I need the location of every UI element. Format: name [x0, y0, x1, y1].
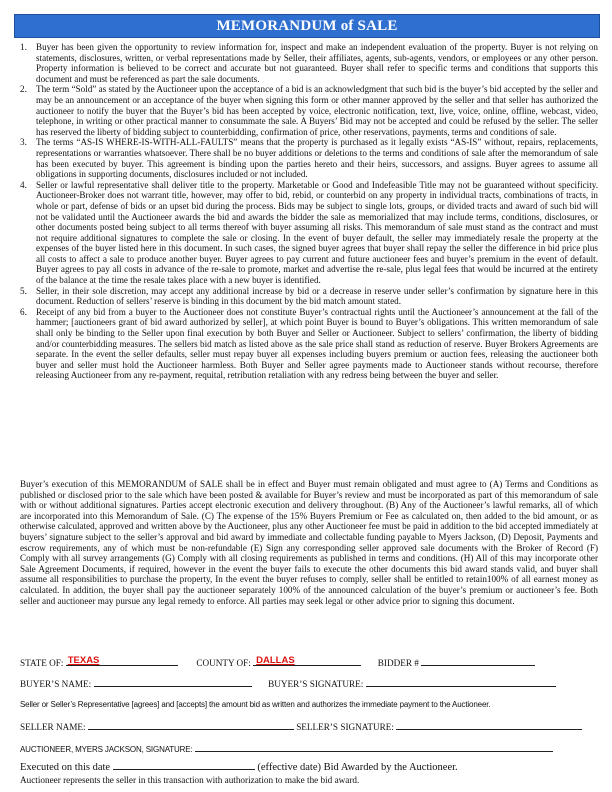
term-number: 3.	[20, 137, 27, 148]
executed-prefix: Executed on this date	[20, 762, 111, 773]
term-number: 4.	[20, 179, 27, 190]
term-item-3	[14, 137, 598, 179]
term-text: Receipt of any bid from a buyer to the Auctioneer does not constitute Buyer’s contractual rights until the Auctioneer’s announcement at the fall of the hammer; [auctioneers grant of bid award authorized by seller], at which point Buyer is bound to Buyer’s obligations. This written memorandum of sale shall only be binding to the Seller upon final execution by both Buyer and Seller or Auctioneer. Subject to sellers’ confirmation, the liberty of bidding and/or counterbidding measures. The sellers bid match as listed above as the sale price shall stand as reduction of reserve. Buyer Brokers Agreements are separate. In the event the seller defaults, seller must repay buyer all expenses including buyers premium or auction fees, releasing the auctioneer both buyer and seller must hold the Auctioneer harmless. Both Buyer and Seller agree payments made to Auctioneer stands without recourse, therefore releasing Auctioneer from any re-payment, requital, retribution retaliation with any redress being between the buyer and seller.	[36, 306, 598, 381]
term-text: The terms “AS-IS WHERE-IS-WITH-ALL-FAULTS” means that the property is purchased as it legally exists “AS-IS” without, repairs, replacements, representations or warranties whatsoever. There shall be no buyer additions or deletions to the terms and conditions of sale after the memorandum of sale has been executed by buyer. This agreement is binding upon the parties hereto and their heirs, successors, and assigns. Buyer agrees to assume all obligations in supporting documents, disclosures included or not included.	[36, 137, 598, 180]
buyer-name-label: BUYER’S NAME:	[20, 679, 92, 689]
term-number: 6.	[20, 306, 27, 317]
auctioneer-signature-label: AUCTIONEER, MYERS JACKSON, SIGNATURE:	[20, 745, 193, 754]
term-number: 1.	[20, 42, 27, 52]
effective-date-field[interactable]	[113, 760, 255, 770]
county-value: DALLAS	[256, 655, 295, 666]
document-title: MEMORANDUM of SALE	[14, 14, 600, 38]
bidder-label: BIDDER #	[377, 658, 419, 668]
state-field[interactable]	[66, 656, 178, 666]
seller-signature-field[interactable]	[396, 720, 582, 730]
term-item-4	[14, 180, 598, 286]
term-text: Seller, in their sole discretion, may accept any additional increase by bid or a decrease in reserve under seller’s confirmation by signature here in this document. Reduction of sellers’ reserve is binding in this document by the bid match amount stated.	[36, 285, 598, 307]
term-text: Buyer has been given the opportunity to review information for, inspect and make an independent evaluation of the property. Buyer is not relying on statements, disclosures, written, or verbal representations made by Seller, their affiliates, agents, sub-agents, vendors, or employees or any other person. Property information is believed to be correct and accurate but not guaranteed. Buyer shall refer to specific terms and conditions that supports this document and must be referenced as part the sale documents.	[36, 42, 598, 84]
term-item-2	[14, 84, 598, 137]
seller-row	[20, 720, 582, 732]
term-text: The term “Sold” as stated by the Auctioneer upon the acceptance of a bid is an acknowledgment that such bid is the buyer’s bid accepted by the seller and may be an announcement or an acceptance of the buyer when signing this form or other manner approved by the seller and that seller has authorized the auctioneer to notify the buyer that the Buyer’s bid has been accepted by voice, electronic notification, text, live, voice, online, offline, webcast, video, telephone, in writing or other practical manner to consummate the sale. A Buyers’ Bid may not be accepted and could be refused by the seller. The seller has reserved the liberty of bidding subject to counterbidding, confirmation of price, other reservations, payments, terms and conditions of sale.	[36, 84, 598, 137]
buyer-row	[20, 677, 556, 689]
term-number: 5.	[20, 285, 27, 296]
seller-name-field[interactable]	[88, 720, 294, 730]
execution-paragraph: Buyer’s execution of this MEMORANDUM of SALE shall be in effect and Buyer must remain obligated and must agree to (A) Terms and Conditions as published or disclosed prior to the sale which have been posted & available for Buyer’s review and must be incorporated as part of this memorandum of sale with or without additional signatures. Parties accept electronic execution and delivery throughout. (B) Any of the Auctioneer’s lawful remarks, all of which are incorporated into this Memorandum of Sale. (C) The expense of the 15% Buyers Premium or Fee as calculated on, then added to the bid amount, or as otherwise calculated, approved and written above by the Auctioneer, plus any other Auctioneer fee must be paid in addition to the bid accepted immediately at buyers’ signature subject to the seller’s approval and bid award by immediate and collectable funding payable to Myers Jackson, (D) Deposit, Payments and escrow requirements, any of which must be non-refundable (E) Sign any corresponding seller approved sale documents with the Broker of Record (F) Comply with all survey arrangements (G) Comply with all closing requirements as published in terms and conditions. (H) All of this may incorporate other Sale Agreement Documents, if required, however in the event the buyer fails to execute the other documents this bid award stands valid, and buyer shall assume all responsibilities to purchase the property, In the event the buyer refuses to comply, seller shall be entitled to retain100% of all earnest money as calculated. In addition, the buyer shall pay the auctioneer separately 100% of the announced calculation of the buyer’s premium or auctioneer’s fee. Both seller and auctioneer may pursue any legal remedy to enforce. All parties may seek legal or other advice prior to signing this document.	[20, 479, 598, 606]
bidder-number-field[interactable]	[421, 656, 535, 666]
state-value: TEXAS	[67, 655, 100, 666]
executed-row	[20, 760, 458, 773]
auctioneer-signature-field[interactable]	[195, 742, 553, 752]
state-label: STATE OF:	[20, 658, 64, 668]
term-item-6	[14, 307, 598, 381]
term-item-5	[14, 286, 598, 307]
state-county-row	[20, 656, 535, 668]
executed-suffix: (effective date) Bid Awarded by the Auctioneer.	[257, 762, 458, 773]
terms-list	[14, 42, 598, 381]
seller-signature-label: SELLER’S SIGNATURE:	[296, 722, 394, 732]
buyer-name-field[interactable]	[94, 677, 252, 687]
seller-statement: Seller or Seller’s Representative [agrees] and [accepts] the amount bid as written and authorizes the immediate payment to the Auctioneer.	[20, 700, 491, 709]
county-field[interactable]	[253, 656, 361, 666]
seller-name-label: SELLER NAME:	[20, 722, 86, 732]
buyer-signature-label: BUYER’S SIGNATURE:	[268, 679, 364, 689]
term-item-1	[14, 42, 598, 84]
county-label: COUNTY OF:	[196, 658, 251, 668]
footer-note: Auctioneer represents the seller in this transaction with authorization to make the bid award.	[20, 775, 360, 785]
term-text: Seller or lawful representative shall deliver title to the property. Marketable or Good and Indefeasible Title may not be guaranteed without specificity. Auctioneer-Broker does not warrant title, however, may offer to bid, rebid, or counterbid on any property in individual tracts, combinations of tracts, in whole or part, defense of bids or an upset bid during the process. Bids may be subject to single lots, groups, or divided tracts and award of such bid will not be validated until the Auctioneer awards the bid and awards the bidder the sale as memorialized that may include terms, conditions, disclosures, or other documents posted being subject to all terms thereof with buyer assuming all risks. This memorandum of sale must stand as the contract and must not require additional signatures to complete the sale or closing. In the event of buyer default, the seller may immediately resale the property at the expenses of the buyer listed here in this document. In such cases, the signed buyer agrees that buyer shall repay the seller the difference in bid price plus all costs to affect a sale to produce another buyer. Buyer agrees to pay current and future auctioneer fees and buyer’s premium in the event of default. Buyer agrees to pay all costs in advance of the re-sale to promote, market and advertise the re-sale, plus legal fees that would be incurred at the entirety of the balance at the time the resale takes place with a new buyer is identified.	[36, 179, 598, 286]
buyer-signature-field[interactable]	[366, 677, 556, 687]
term-number: 2.	[20, 84, 27, 95]
auctioneer-row	[20, 742, 553, 754]
